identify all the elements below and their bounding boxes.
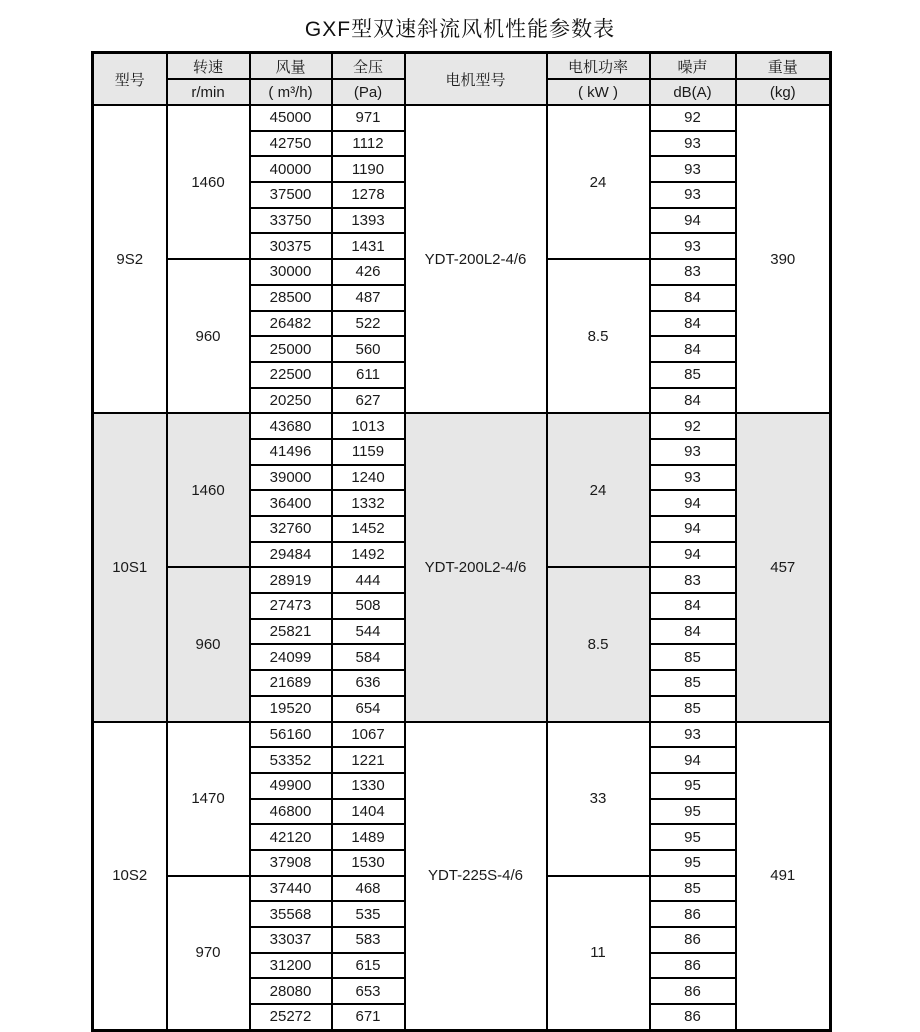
airflow-cell: 37908	[250, 850, 332, 876]
pressure-cell: 1332	[332, 490, 405, 516]
table-header	[93, 53, 831, 106]
table-row	[93, 722, 831, 748]
noise-cell: 93	[650, 156, 736, 182]
airflow-cell: 28919	[250, 567, 332, 593]
airflow-cell: 40000	[250, 156, 332, 182]
pressure-cell: 1221	[332, 747, 405, 773]
airflow-cell: 25821	[250, 619, 332, 645]
airflow-cell: 37440	[250, 876, 332, 902]
noise-cell: 85	[650, 876, 736, 902]
model-cell: 10S1	[93, 413, 167, 721]
noise-cell: 85	[650, 696, 736, 722]
motor-model-cell: YDT-225S-4/6	[405, 722, 547, 1031]
speed-cell: 960	[167, 259, 250, 413]
speed-cell: 1470	[167, 722, 250, 876]
pressure-cell: 426	[332, 259, 405, 285]
header-weight-unit: (kg)	[736, 79, 831, 105]
pressure-cell: 1452	[332, 516, 405, 542]
pressure-cell: 971	[332, 105, 405, 131]
noise-cell: 93	[650, 233, 736, 259]
pressure-cell: 671	[332, 1004, 405, 1030]
pressure-cell: 1067	[332, 722, 405, 748]
noise-cell: 93	[650, 465, 736, 491]
noise-cell: 85	[650, 644, 736, 670]
motor-power-cell: 11	[547, 876, 650, 1031]
noise-cell: 86	[650, 953, 736, 979]
pressure-cell: 508	[332, 593, 405, 619]
fan-performance-table	[91, 51, 832, 1032]
pressure-cell: 627	[332, 388, 405, 414]
airflow-cell: 42750	[250, 131, 332, 157]
noise-cell: 85	[650, 670, 736, 696]
noise-cell: 95	[650, 799, 736, 825]
document-page	[0, 13, 920, 1026]
airflow-cell: 27473	[250, 593, 332, 619]
noise-cell: 93	[650, 439, 736, 465]
table-body	[93, 105, 831, 1030]
header-noise-unit: dB(A)	[650, 79, 736, 105]
pressure-cell: 1159	[332, 439, 405, 465]
pressure-cell: 560	[332, 336, 405, 362]
header-power-unit: ( kW )	[547, 79, 650, 105]
noise-cell: 86	[650, 901, 736, 927]
noise-cell: 84	[650, 311, 736, 337]
pressure-cell: 1492	[332, 542, 405, 568]
motor-power-cell: 24	[547, 105, 650, 259]
airflow-cell: 36400	[250, 490, 332, 516]
airflow-cell: 31200	[250, 953, 332, 979]
noise-cell: 92	[650, 105, 736, 131]
motor-power-cell: 24	[547, 413, 650, 567]
noise-cell: 84	[650, 336, 736, 362]
pressure-cell: 1431	[332, 233, 405, 259]
weight-cell: 491	[736, 722, 831, 1031]
pressure-cell: 522	[332, 311, 405, 337]
noise-cell: 93	[650, 182, 736, 208]
airflow-cell: 46800	[250, 799, 332, 825]
speed-cell: 960	[167, 567, 250, 721]
header-weight: 重量	[736, 53, 831, 80]
header-power: 电机功率	[547, 53, 650, 80]
pressure-cell: 1489	[332, 824, 405, 850]
header-airflow: 风量	[250, 53, 332, 80]
pressure-cell: 1112	[332, 131, 405, 157]
airflow-cell: 30375	[250, 233, 332, 259]
noise-cell: 95	[650, 850, 736, 876]
pressure-cell: 584	[332, 644, 405, 670]
airflow-cell: 42120	[250, 824, 332, 850]
speed-cell: 1460	[167, 413, 250, 567]
airflow-cell: 30000	[250, 259, 332, 285]
table-row	[93, 105, 831, 131]
noise-cell: 92	[650, 413, 736, 439]
pressure-cell: 1330	[332, 773, 405, 799]
noise-cell: 86	[650, 1004, 736, 1030]
motor-power-cell: 8.5	[547, 259, 650, 413]
weight-cell: 390	[736, 105, 831, 413]
airflow-cell: 29484	[250, 542, 332, 568]
header-speed-unit: r/min	[167, 79, 250, 105]
airflow-cell: 32760	[250, 516, 332, 542]
motor-model-cell: YDT-200L2-4/6	[405, 105, 547, 413]
model-cell: 10S2	[93, 722, 167, 1031]
airflow-cell: 41496	[250, 439, 332, 465]
airflow-cell: 45000	[250, 105, 332, 131]
page-title: GXF型双速斜流风机性能参数表	[304, 18, 616, 41]
header-noise: 噪声	[650, 53, 736, 80]
airflow-cell: 25000	[250, 336, 332, 362]
airflow-cell: 35568	[250, 901, 332, 927]
airflow-cell: 28500	[250, 285, 332, 311]
airflow-cell: 39000	[250, 465, 332, 491]
pressure-cell: 615	[332, 953, 405, 979]
speed-cell: 1460	[167, 105, 250, 259]
pressure-cell: 535	[332, 901, 405, 927]
airflow-cell: 20250	[250, 388, 332, 414]
airflow-cell: 33750	[250, 208, 332, 234]
airflow-cell: 21689	[250, 670, 332, 696]
noise-cell: 83	[650, 567, 736, 593]
airflow-cell: 56160	[250, 722, 332, 748]
pressure-cell: 611	[332, 362, 405, 388]
airflow-cell: 28080	[250, 978, 332, 1004]
noise-cell: 94	[650, 516, 736, 542]
pressure-cell: 1393	[332, 208, 405, 234]
header-row-1	[93, 53, 831, 80]
speed-cell: 970	[167, 876, 250, 1031]
noise-cell: 84	[650, 619, 736, 645]
pressure-cell: 468	[332, 876, 405, 902]
noise-cell: 95	[650, 773, 736, 799]
motor-power-cell: 33	[547, 722, 650, 876]
header-speed: 转速	[167, 53, 250, 80]
noise-cell: 95	[650, 824, 736, 850]
pressure-cell: 1404	[332, 799, 405, 825]
noise-cell: 86	[650, 978, 736, 1004]
pressure-cell: 1278	[332, 182, 405, 208]
airflow-cell: 33037	[250, 927, 332, 953]
pressure-cell: 444	[332, 567, 405, 593]
header-pressure: 全压	[332, 53, 405, 80]
noise-cell: 84	[650, 593, 736, 619]
pressure-cell: 1013	[332, 413, 405, 439]
pressure-cell: 583	[332, 927, 405, 953]
noise-cell: 93	[650, 722, 736, 748]
noise-cell: 94	[650, 747, 736, 773]
noise-cell: 93	[650, 131, 736, 157]
weight-cell: 457	[736, 413, 831, 721]
motor-model-cell: YDT-200L2-4/6	[405, 413, 547, 721]
airflow-cell: 25272	[250, 1004, 332, 1030]
noise-cell: 94	[650, 208, 736, 234]
table-row	[93, 413, 831, 439]
airflow-cell: 53352	[250, 747, 332, 773]
airflow-cell: 19520	[250, 696, 332, 722]
noise-cell: 94	[650, 490, 736, 516]
pressure-cell: 487	[332, 285, 405, 311]
noise-cell: 86	[650, 927, 736, 953]
pressure-cell: 653	[332, 978, 405, 1004]
noise-cell: 84	[650, 388, 736, 414]
pressure-cell: 654	[332, 696, 405, 722]
airflow-cell: 37500	[250, 182, 332, 208]
pressure-cell: 1240	[332, 465, 405, 491]
header-model: 型号	[93, 53, 167, 106]
motor-power-cell: 8.5	[547, 567, 650, 721]
airflow-cell: 43680	[250, 413, 332, 439]
pressure-cell: 1190	[332, 156, 405, 182]
noise-cell: 84	[650, 285, 736, 311]
header-pressure-unit: (Pa)	[332, 79, 405, 105]
airflow-cell: 24099	[250, 644, 332, 670]
model-cell: 9S2	[93, 105, 167, 413]
airflow-cell: 22500	[250, 362, 332, 388]
airflow-cell: 26482	[250, 311, 332, 337]
noise-cell: 94	[650, 542, 736, 568]
pressure-cell: 636	[332, 670, 405, 696]
pressure-cell: 1530	[332, 850, 405, 876]
airflow-cell: 49900	[250, 773, 332, 799]
noise-cell: 83	[650, 259, 736, 285]
header-motor: 电机型号	[405, 53, 547, 106]
pressure-cell: 544	[332, 619, 405, 645]
header-airflow-unit: ( m³/h)	[250, 79, 332, 105]
noise-cell: 85	[650, 362, 736, 388]
